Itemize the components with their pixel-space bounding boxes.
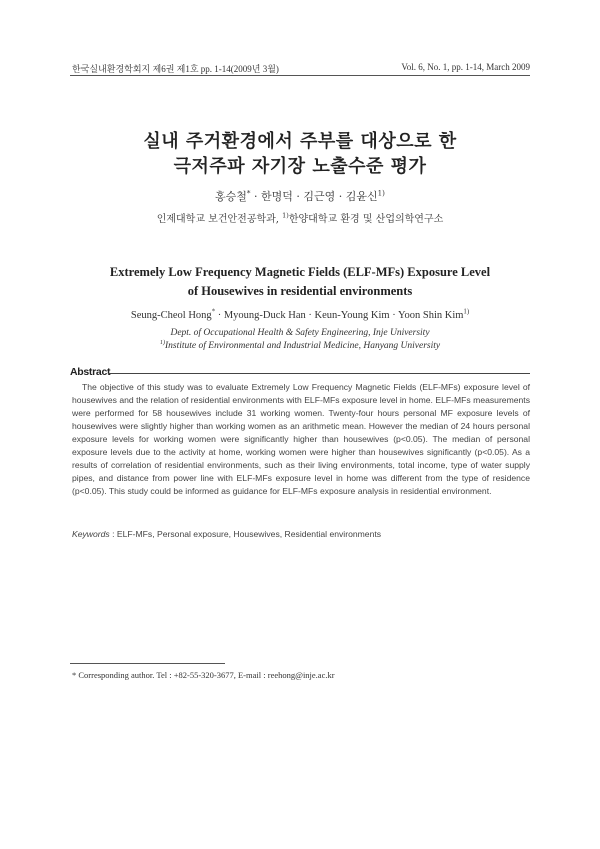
abstract-divider	[108, 373, 530, 374]
korean-first-author: 홍승철	[215, 190, 247, 203]
korean-affiliation-mark: 1)	[377, 188, 385, 198]
korean-coauthors: · 한명덕 · 김근영 · 김윤신	[250, 190, 378, 203]
abstract-heading: Abstract	[70, 366, 111, 378]
korean-authors	[0, 188, 600, 204]
running-header-left: 한국실내환경학회지 제6권 제1호 pp. 1-14(2009년 3월)	[72, 64, 279, 74]
korean-affiliation	[0, 210, 600, 225]
keywords-list: : ELF-MFs, Personal exposure, Housewives, Residential environments	[109, 529, 382, 539]
english-title-line-2: of Housewives in residential environments	[187, 284, 413, 298]
english-affiliation-2-text: Institute of Environmental and Industrial Medicine, Hanyang University	[165, 341, 441, 351]
korean-corresponding-mark: *	[246, 188, 251, 198]
korean-affiliation-1: 인제대학교 보건안전공학과,	[156, 214, 283, 225]
korean-affiliation-2: 한양대학교 환경 및 산업의학연구소	[288, 214, 444, 225]
english-coauthors: · Myoung-Duck Han · Keun-Young Kim · Yoon Shin Kim	[215, 310, 464, 321]
english-affiliation-1: Dept. of Occupational Health & Safety Engineering, Inje University	[170, 328, 430, 338]
korean-title-line-1: 실내 주거환경에서 주부를 대상으로 한	[143, 131, 457, 152]
footnote-divider	[70, 663, 225, 664]
keywords	[72, 529, 381, 539]
korean-affiliation-2-mark: 1)	[282, 211, 289, 220]
abstract-body: The objective of this study was to evaluate Extremely Low Frequency Magnetic Fields (ELF-MFs) exposure level of housewives and the relation of residential environments with ELF-MFs exposure level in home. ELF-MFs measurements were performed for 58 housewives include 31 working women. Twenty-four hours personal MF exposure levels of housewives were slightly higher than working women as an arithmetic mean. However the median of 24 hours personal exposure levels for working women were significantly higher than housewives (p<0.05). The median of personal exposure levels due to the activity at home, working women were higher than housewives significantly (p<0.05). As a results of correlation of residential environments, such as their living environments, total income, type of water supply pipes, and distance from power line with ELF-MFs exposure level in home was different from the type of residence (p<0.05). This study could be informed as guidance for ELF-MFs exposure analysis in residential environment.	[72, 382, 530, 496]
english-corresponding-mark: *	[211, 308, 216, 316]
corresponding-author-footnote: * Corresponding author. Tel : +82-55-320-3677, E-mail : reehong@inje.ac.kr	[72, 670, 335, 680]
running-header-right: Vol. 6, No. 1, pp. 1-14, March 2009	[401, 62, 530, 72]
keywords-label: Keywords	[72, 529, 110, 539]
english-title-line-1: Extremely Low Frequency Magnetic Fields (ELF-MFs) Exposure Level	[109, 265, 491, 279]
header-divider	[70, 75, 530, 76]
english-affiliation-2-mark: 1)	[159, 339, 166, 346]
english-first-author: Seung-Cheol Hong	[130, 310, 212, 321]
korean-title-line-2: 극저주파 자기장 노출수준 평가	[173, 156, 427, 177]
english-affiliation-2	[0, 341, 600, 351]
english-authors	[0, 310, 600, 321]
english-affiliation-mark: 1)	[463, 308, 470, 316]
